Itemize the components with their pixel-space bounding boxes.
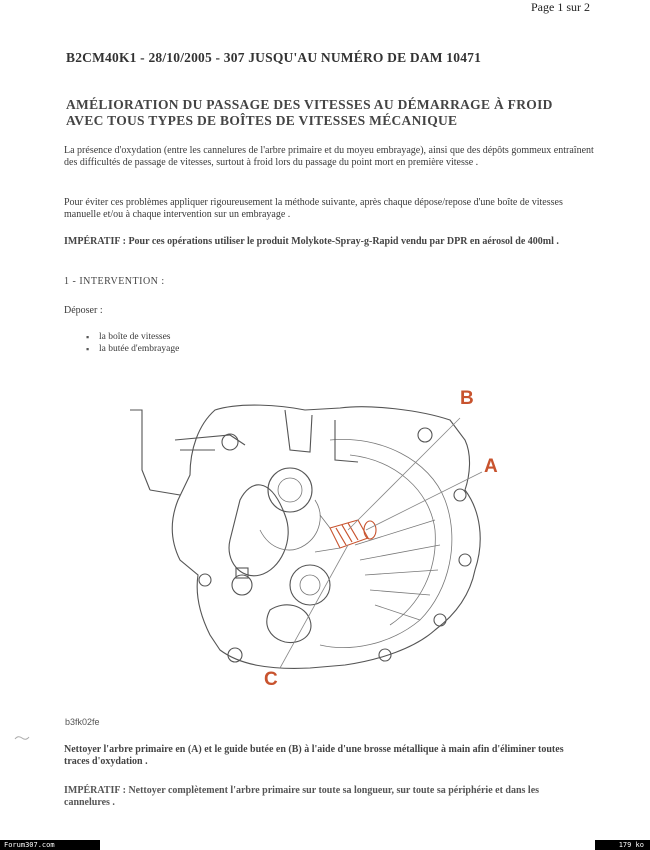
- figure-reference: b3fk02fe: [65, 717, 100, 727]
- page-number: Page 1 sur 2: [531, 0, 590, 14]
- scan-artifact-icon: [14, 733, 30, 743]
- gearbox-diagram: [120, 380, 520, 700]
- intro-paragraph: La présence d'oxydation (entre les cannelures de l'arbre primaire et du moyeu embrayage), ainsi que des dépôts gommeux entraînent des difficultés de passage de vitesses, surtout à froid lors du passage du point mort en première vitesse .: [64, 145, 594, 168]
- callout-a: A: [484, 456, 498, 477]
- remove-label: Déposer :: [64, 305, 103, 316]
- leader-line-c: [280, 545, 348, 668]
- leader-line-b: [348, 418, 460, 530]
- title-line-1: AMÉLIORATION DU PASSAGE DES VITESSES AU DÉMARRAGE À FROID: [66, 97, 553, 112]
- document-title: [66, 97, 606, 129]
- imperative-note-2: IMPÉRATIF : Nettoyer complètement l'arbre primaire sur toute sa longueur, sur toute sa périphérie et dans les cannelures .: [64, 785, 540, 808]
- footer-site-label: Forum307.com: [0, 840, 100, 850]
- list-item: ▪ la boîte de vitesses: [86, 331, 179, 343]
- callout-b: B: [460, 388, 474, 409]
- gearbox-housing-drawing: [130, 405, 480, 668]
- footer-file-size: 179 ko: [595, 840, 650, 850]
- list-item: ▪ la butée d'embrayage: [86, 343, 179, 355]
- method-paragraph: Pour éviter ces problèmes appliquer rigoureusement la méthode suivante, après chaque dépose/repose d'une boîte de vitesses manuelle et/ou à chaque intervention sur un embrayage .: [64, 197, 563, 220]
- leader-line-a: [366, 472, 482, 530]
- imperative-note-1: IMPÉRATIF : Pour ces opérations utiliser le produit Molykote-Spray-g-Rapid vendu par DPR en aérosol de 400ml .: [64, 236, 559, 247]
- cleaning-paragraph: Nettoyer l'arbre primaire en (A) et le guide butée en (B) à l'aide d'une brosse métallique à main afin d'éliminer toutes traces d'oxydation .: [64, 744, 564, 767]
- title-line-2: AVEC TOUS TYPES DE BOÎTES DE VITESSES MÉCANIQUE: [66, 113, 458, 128]
- callout-c: C: [264, 669, 278, 690]
- document-reference: B2CM40K1 - 28/10/2005 - 307 JUSQU'AU NUMÉRO DE DAM 10471: [66, 50, 482, 65]
- section-heading: 1 - INTERVENTION :: [64, 276, 165, 287]
- remove-list: [86, 331, 179, 355]
